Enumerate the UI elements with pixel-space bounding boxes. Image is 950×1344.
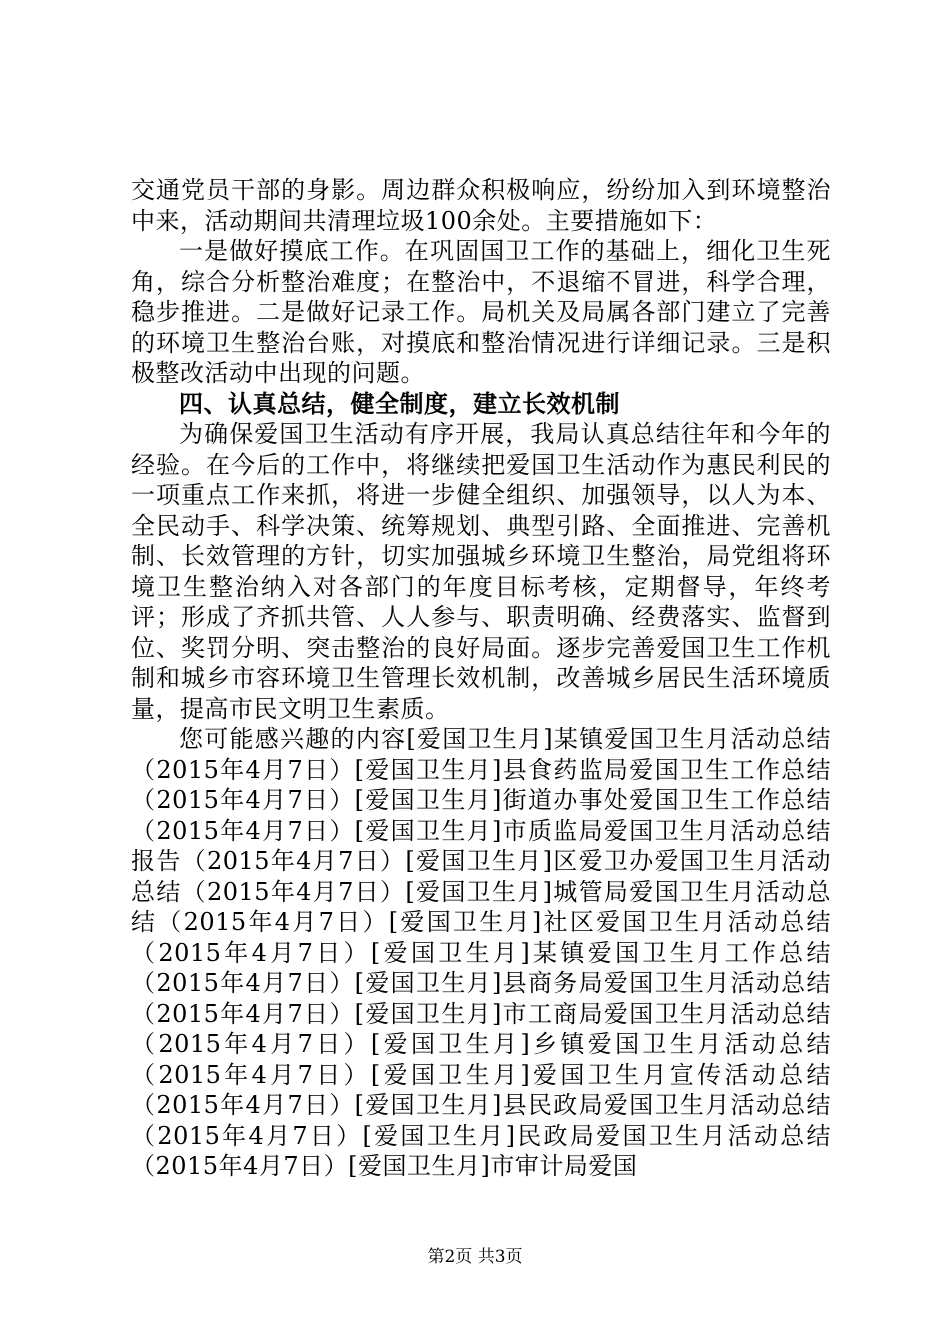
page-number-footer: 第2页 共3页 xyxy=(427,1247,523,1267)
paragraph-continuation: 交通党员干部的身影。周边群众积极响应，纷纷加入到环境整治中来，活动期间共清理垃圾100余处。主要措施如下： xyxy=(131,176,831,235)
document-body xyxy=(131,175,831,1182)
paragraph-summary: 为确保爱国卫生活动有序开展，我局认真总结往年和今年的经验。在今后的工作中，将继续把爱国卫生活动作为惠民利民的一项重点工作来抓，将进一步健全组织、加强领导，以人为本、全民动手、科学决策、统筹规划、典型引路、全面推进、完善机制、长效管理的方针，切实加强城乡环境卫生整治，局党组将环境卫生整治纳入对各部门的年度目标考核，定期督导，年终考评；形成了齐抓共管、人人参与、职责明确、经费落实、监督到位、奖罚分明、突击整治的良好局面。逐步完善爱国卫生工作机制和城乡市容环境卫生管理长效机制，改善城乡居民生活环境质量，提高市民文明卫生素质。 xyxy=(131,420,831,723)
paragraph-measures: 一是做好摸底工作。在巩固国卫工作的基础上，细化卫生死角，综合分析整治难度；在整治中，不退缩不冒进，科学合理，稳步推进。二是做好记录工作。局机关及局属各部门建立了完善的环境卫生整治台账，对摸底和整治情况进行详细记录。三是积极整改活动中出现的问题。 xyxy=(131,237,831,387)
paragraph-related-content: 您可能感兴趣的内容[爱国卫生月]某镇爱国卫生月活动总结（2015年4月7日）[爱国卫生月]县食药监局爱国卫生工作总结（2015年4月7日）[爱国卫生月]街道办事处爱国卫生工作总结（2015年4月7日）[爱国卫生月]市质监局爱国卫生月活动总结报告（2015年4月7日）[爱国卫生月]区爱卫办爱国卫生月活动总结（2015年4月7日）[爱国卫生月]城管局爱国卫生月活动总结（2015年4月7日）[爱国卫生月]社区爱国卫生月活动总结（2015年4月7日）[爱国卫生月]某镇爱国卫生月工作总结（2015年4月7日）[爱国卫生月]县商务局爱国卫生月活动总结（2015年4月7日）[爱国卫生月]市工商局爱国卫生月活动总结（2015年4月7日）[爱国卫生月]乡镇爱国卫生月活动总结（2015年4月7日）[爱国卫生月]爱国卫生月宣传活动总结（2015年4月7日）[爱国卫生月]县民政局爱国卫生月活动总结（2015年4月7日）[爱国卫生月]民政局爱国卫生月活动总结（2015年4月7日）[爱国卫生月]市审计局爱国 xyxy=(131,725,831,1180)
section-heading: 四、认真总结，健全制度，建立长效机制 xyxy=(179,389,620,418)
